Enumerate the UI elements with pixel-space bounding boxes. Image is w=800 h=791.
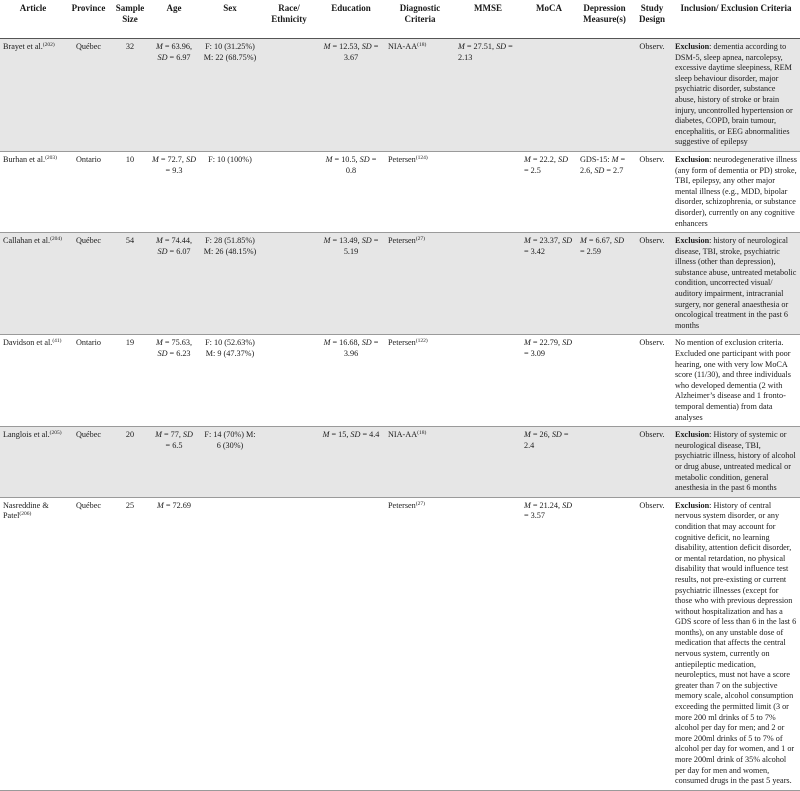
sample-size-cell: 54 bbox=[111, 233, 149, 335]
mean-label: M bbox=[155, 430, 162, 440]
sample-size-cell: 25 bbox=[111, 497, 149, 790]
col-education: Education bbox=[317, 0, 385, 39]
sd-label: SD bbox=[350, 430, 361, 440]
stat-value: M = 21.24, SD = 3.57 bbox=[524, 500, 573, 521]
reference-superscript: (202) bbox=[42, 42, 55, 48]
mean-label: M bbox=[323, 42, 331, 51]
mean-label: M bbox=[524, 338, 531, 348]
exclusion-label: Exclusion bbox=[675, 154, 710, 164]
sample-size-cell: 20 bbox=[111, 427, 149, 498]
age-cell bbox=[149, 233, 199, 335]
article-cell: Callahan et al.$^{(204)}$ bbox=[0, 233, 66, 335]
sd-label: SD bbox=[185, 154, 196, 164]
mean-label: M bbox=[524, 500, 531, 510]
exclusion-label: Exclusion bbox=[675, 42, 710, 51]
sd-label: SD bbox=[551, 430, 562, 440]
mmse-cell bbox=[455, 497, 521, 790]
col-mmse: MMSE bbox=[455, 0, 521, 39]
sd-label: SD bbox=[562, 338, 573, 348]
moca-cell bbox=[521, 335, 577, 427]
col-race: Race/ Ethnicity bbox=[261, 0, 317, 39]
sex-cell: F: 28 (51.85%) M: 26 (48.15%) bbox=[199, 233, 261, 335]
col-sample-size: Sample Size bbox=[111, 0, 149, 39]
col-depression: Depression Measure(s) bbox=[577, 0, 632, 39]
col-province: Province bbox=[66, 0, 111, 39]
reference-superscript: (27) bbox=[415, 236, 425, 243]
mean-label: M bbox=[611, 154, 619, 164]
sd-label: SD bbox=[562, 236, 573, 246]
mean-label: M bbox=[155, 338, 163, 348]
sd-label: SD bbox=[361, 236, 372, 246]
sample-size-cell: 32 bbox=[111, 39, 149, 152]
mean-label: M bbox=[524, 154, 531, 164]
depression-cell bbox=[577, 497, 632, 790]
moca-cell bbox=[521, 151, 577, 232]
stat-value: M = 72.7, SD = 9.3 bbox=[152, 154, 196, 175]
article-cell: Langlois et al.$^{(205)}$ bbox=[0, 427, 66, 498]
sample-size-cell: 19 bbox=[111, 335, 149, 427]
education-cell bbox=[317, 233, 385, 335]
exclusion-label: Exclusion bbox=[675, 500, 710, 510]
mean-label: M bbox=[325, 154, 333, 164]
sd-label: SD bbox=[359, 154, 370, 164]
sd-label: SD bbox=[594, 165, 605, 175]
education-cell bbox=[317, 427, 385, 498]
article-cell: Davidson et al.$^{(41)}$ bbox=[0, 335, 66, 427]
province-cell: Québec bbox=[66, 233, 111, 335]
age-cell bbox=[149, 335, 199, 427]
education-cell bbox=[317, 151, 385, 232]
table-row bbox=[0, 335, 800, 427]
article-cell: Burhan et al.$^{(203)}$ bbox=[0, 151, 66, 232]
race-cell bbox=[261, 427, 317, 498]
stat-value: M = 27.51, SD = 2.13 bbox=[458, 42, 513, 62]
province-cell: Québec bbox=[66, 39, 111, 152]
race-cell bbox=[261, 233, 317, 335]
stat-value: GDS-15: M = 2.6, SD = 2.7 bbox=[580, 154, 626, 175]
mmse-cell bbox=[455, 427, 521, 498]
col-diagnostic: Diagnostic Criteria bbox=[385, 0, 455, 39]
mean-label: M bbox=[157, 500, 164, 510]
table-row bbox=[0, 427, 800, 498]
province-cell: Québec bbox=[66, 427, 111, 498]
moca-cell bbox=[521, 39, 577, 152]
reference-superscript: (27) bbox=[415, 500, 425, 507]
stat-value: M = 74.44, SD = 6.07 bbox=[155, 236, 192, 256]
table-body bbox=[0, 39, 800, 791]
stat-value: M = 6.67, SD = 2.59 bbox=[580, 236, 624, 256]
reference-superscript: (18) bbox=[417, 42, 427, 48]
reference-superscript: (122) bbox=[415, 338, 428, 345]
depression-cell bbox=[577, 151, 632, 232]
exclusion-label: Exclusion bbox=[675, 236, 710, 246]
mmse-cell bbox=[455, 335, 521, 427]
sex-cell: F: 10 (100%) bbox=[199, 151, 261, 232]
diagnostic-cell: Petersen$^{(124)}$ bbox=[385, 151, 455, 232]
stat-value: M = 77, SD = 6.5 bbox=[155, 430, 193, 450]
criteria-cell: Exclusion: neurodegenerative illness (any form of dementia or PD) stroke, TBI, epilepsy, any other major mental illness (e.g., MDD, bipolar disorder, schizophrenia, or substance disorder), currently on any cognitive enhancers bbox=[672, 151, 800, 232]
education-cell bbox=[317, 497, 385, 790]
reference-superscript: (206) bbox=[19, 511, 32, 518]
stat-value: M = 63.96, SD = 6.97 bbox=[155, 42, 192, 62]
diagnostic-cell: Petersen$^{(27)}$ bbox=[385, 497, 455, 790]
criteria-cell: Exclusion: dementia according to DSM-5, sleep apnea, narcolepsy, excessive daytime sleepiness, REM sleep behaviour disorder, major psychiatric disorder, substance abuse, history of stroke or brain injury, uncontrolled hypertension or diabetes, COPD, brain tumour, encephalitis, or EEG abnormalities suggestive of epilepsy bbox=[672, 39, 800, 152]
stat-value: M = 12.53, SD = 3.67 bbox=[323, 42, 379, 62]
depression-cell bbox=[577, 427, 632, 498]
stat-value: M = 15, SD = 4.4 bbox=[322, 430, 380, 440]
design-cell: Observ. bbox=[632, 497, 672, 790]
criteria-cell: Exclusion: history of neurological disease, TBI, stroke, psychiatric illness (other than depression), substance abuse, untreated metabolic condition, uncorrected visual/ auditory impairment, intracranial surgery, nor general anaesthesia or oncological treatment in the past 6 months bbox=[672, 233, 800, 335]
stat-value: M = 10.5, SD = 0.8 bbox=[325, 154, 377, 175]
province-cell: Ontario bbox=[66, 151, 111, 232]
stat-value: M = 22.79, SD = 3.09 bbox=[524, 338, 573, 359]
criteria-cell: No mention of exclusion criteria. Excluded one participant with poor hearing, one with very low MoCA score (11/30), and three individuals who developed dementia (2 with Alzheimer’s disease and 1 fronto-temporal dementia) from data analyses bbox=[672, 335, 800, 427]
education-cell bbox=[317, 335, 385, 427]
sd-label: SD bbox=[157, 349, 168, 359]
sd-label: SD bbox=[613, 236, 624, 246]
sex-cell: F: 10 (31.25%) M: 22 (68.75%) bbox=[199, 39, 261, 152]
race-cell bbox=[261, 335, 317, 427]
article-cell: Brayet et al.$^{(202)}$ bbox=[0, 39, 66, 152]
age-cell bbox=[149, 497, 199, 790]
mmse-cell bbox=[455, 151, 521, 232]
stat-value: M = 72.69 bbox=[157, 500, 191, 510]
sd-label: SD bbox=[496, 42, 507, 51]
reference-superscript: (203) bbox=[45, 154, 57, 161]
design-cell: Observ. bbox=[632, 427, 672, 498]
table-row bbox=[0, 497, 800, 790]
mean-label: M bbox=[580, 236, 587, 246]
reference-superscript: (205) bbox=[49, 430, 62, 437]
mean-label: M bbox=[323, 338, 331, 348]
depression-cell bbox=[577, 39, 632, 152]
reference-superscript: (204) bbox=[50, 236, 62, 243]
diagnostic-cell: Petersen$^{(27)}$ bbox=[385, 233, 455, 335]
diagnostic-cell: NIA-AA$^{(18)}$ bbox=[385, 427, 455, 498]
mean-label: M bbox=[155, 236, 163, 246]
sd-label: SD bbox=[182, 430, 193, 440]
stat-value: M = 13.49, SD = 5.19 bbox=[323, 236, 379, 256]
sd-label: SD bbox=[562, 500, 573, 510]
sample-size-cell: 10 bbox=[111, 151, 149, 232]
race-cell bbox=[261, 151, 317, 232]
mean-label: M bbox=[155, 42, 163, 51]
col-article: Article bbox=[0, 0, 66, 39]
stat-value: M = 75.63, SD = 6.23 bbox=[155, 338, 192, 359]
province-cell: Québec bbox=[66, 497, 111, 790]
exclusion-label: Exclusion bbox=[675, 430, 710, 440]
header-row bbox=[0, 0, 800, 39]
race-cell bbox=[261, 497, 317, 790]
col-sex: Sex bbox=[199, 0, 261, 39]
depression-cell bbox=[577, 335, 632, 427]
diagnostic-cell: Petersen$^{(122)}$ bbox=[385, 335, 455, 427]
design-cell: Observ. bbox=[632, 233, 672, 335]
moca-cell bbox=[521, 233, 577, 335]
mmse-cell bbox=[455, 39, 521, 152]
sd-label: SD bbox=[361, 338, 372, 348]
mean-label: M bbox=[458, 42, 465, 51]
reference-superscript: (41) bbox=[52, 338, 62, 345]
education-cell bbox=[317, 39, 385, 152]
article-cell: Nasreddine & Patel$^{(206)}$ bbox=[0, 497, 66, 790]
criteria-cell: Exclusion: History of central nervous system disorder, or any condition that may account for cognitive deficit, no learning disability, attention deficit disorder, or mental retardation, no physical disability that would influence test results, not pre-existing or current psychiatric illnesses (except for those who with previous depression without hospitalization and has a GDS score of less than 6 in the last 6 months), on any unstable dose of medication that affects the central nervous system, currently on antiepileptic medication, neuroleptics, must not have a score greater than 7 on the subjective memory scale, alcohol consumption exceeding the permitted limit (3 or more 200 ml drinks of 5 to 7% alcohol per day for men; and 2 or more 200ml drinks of 5 to 7% of alcohol per day for women, and 1 or more 200ml drink of 35% alcohol per day for men and women, consumed drugs in the past 5 years. bbox=[672, 497, 800, 790]
age-cell bbox=[149, 427, 199, 498]
depression-cell bbox=[577, 233, 632, 335]
reference-superscript: (124) bbox=[415, 154, 428, 161]
mean-label: M bbox=[322, 430, 330, 440]
table-row bbox=[0, 233, 800, 335]
moca-cell bbox=[521, 427, 577, 498]
reference-superscript: (18) bbox=[417, 430, 427, 437]
col-age: Age bbox=[149, 0, 199, 39]
stat-value: M = 22.2, SD = 2.5 bbox=[524, 154, 568, 175]
age-cell bbox=[149, 39, 199, 152]
col-design: Study Design bbox=[632, 0, 672, 39]
table-row bbox=[0, 39, 800, 152]
mean-label: M bbox=[524, 236, 531, 246]
sd-label: SD bbox=[557, 154, 568, 164]
mean-label: M bbox=[323, 236, 331, 246]
age-cell bbox=[149, 151, 199, 232]
stat-value: M = 23.37, SD = 3.42 bbox=[524, 236, 573, 256]
sd-label: SD bbox=[361, 42, 372, 51]
race-cell bbox=[261, 39, 317, 152]
mean-label: M bbox=[524, 430, 531, 440]
province-cell: Ontario bbox=[66, 335, 111, 427]
col-moca: MoCA bbox=[521, 0, 577, 39]
criteria-cell: Exclusion: History of systemic or neurological disease, TBI, psychiatric illness, history of alcohol or drug abuse, untreated medical or metabolic condition, general anesthesia in the past 6 months bbox=[672, 427, 800, 498]
stat-value: M = 26, SD = 2.4 bbox=[524, 430, 569, 450]
sex-cell: F: 14 (70%) M: 6 (30%) bbox=[199, 427, 261, 498]
sd-label: SD bbox=[157, 246, 168, 256]
sd-label: SD bbox=[157, 52, 168, 62]
design-cell: Observ. bbox=[632, 151, 672, 232]
design-cell: Observ. bbox=[632, 39, 672, 152]
col-criteria: Inclusion/ Exclusion Criteria bbox=[672, 0, 800, 39]
stat-value: M = 16.68, SD = 3.96 bbox=[323, 338, 379, 359]
diagnostic-cell: NIA-AA$^{(18)}$ bbox=[385, 39, 455, 152]
mean-label: M bbox=[152, 154, 159, 164]
table-row bbox=[0, 151, 800, 232]
sex-cell bbox=[199, 497, 261, 790]
design-cell: Observ. bbox=[632, 335, 672, 427]
sex-cell: F: 10 (52.63%) M: 9 (47.37%) bbox=[199, 335, 261, 427]
moca-cell bbox=[521, 497, 577, 790]
mmse-cell bbox=[455, 233, 521, 335]
